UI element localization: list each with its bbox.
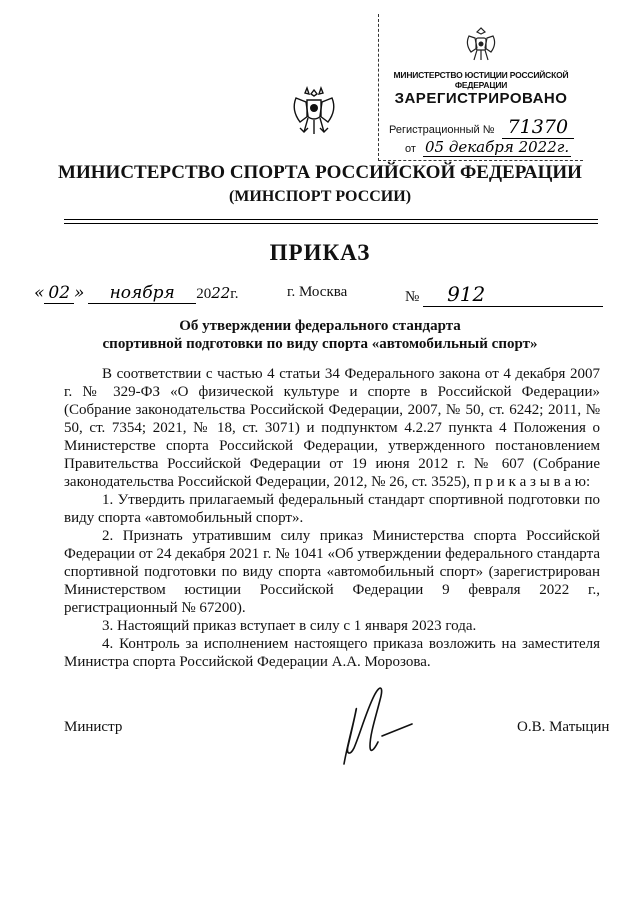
stamp-reg-number: 71370: [502, 116, 574, 139]
stamp-date-label: от: [405, 143, 416, 155]
clause-4: 4. Контроль за исполнением настоящего приказа возложить на заместителя Министра спорта Российской Федерации А.А. Морозова.: [64, 636, 600, 670]
order-heading-line1: Об утверждении федерального стандарта: [179, 318, 461, 334]
clause-3: 3. Настоящий приказ вступает в силу с 1 января 2023 года.: [102, 618, 477, 634]
date-year-suffix: г.: [230, 286, 239, 302]
date-year-prefix: 20: [196, 286, 212, 302]
order-title: ПРИКАЗ: [269, 240, 371, 265]
order-city: г. Москва: [287, 284, 348, 300]
stamp-reg-label: Регистрационный №: [389, 124, 495, 136]
signatory-position: Министр: [64, 719, 123, 735]
stamp-emblem-icon: [463, 24, 499, 64]
date-year: 22: [211, 284, 231, 302]
order-body: [64, 365, 600, 671]
stamp-date-row: [405, 138, 581, 156]
preamble-paragraph: В соответствии с частью 4 статьи 34 Федерального закона от 4 декабря 2007 г. № 329-ФЗ «О физической культуре и спорте в Российской Федерации» (Собрание законодательства Российской Федерации, 2007, № 50, ст. 6242; 2011, № 50, ст. 7354; 2021, № 18, ст. 3071) и подпунктом 4.2.27 пункта 4 Положения о Министерстве спорта Российской Федерации, утвержденного постановлением Правительства Российской Федерации от 19 июня 2012 г. № 607 (Собрание законодательства Российской Федерации, 2012, № 26, ст. 3525), п р и к а з ы в а ю:: [64, 366, 600, 490]
stamp-date-value: 05 декабря 2022г.: [424, 138, 570, 156]
date-close-quote: »: [74, 283, 85, 303]
date-month: ноября: [88, 283, 196, 304]
header-divider: [64, 219, 598, 220]
coat-of-arms-icon: [290, 84, 338, 138]
ministry-title: МИНИСТЕРСТВО СПОРТА РОССИЙСКОЙ ФЕДЕРАЦИИ: [58, 162, 582, 183]
clause-2: 2. Признать утратившим силу приказ Министерства спорта Российской Федерации от 24 декабря 2021 г. № 1041 «Об утверждении федерального стандарта спортивной подготовки по виду спорта «автомобильный спорт» (зарегистрирован Министерством юстиции Российской Федерации 9 февраля 2022 г., регистрационный № 67200).: [64, 528, 600, 616]
handwritten-signature: [326, 672, 426, 772]
order-heading-line2: спортивной подготовки по виду спорта «автомобильный спорт»: [102, 336, 538, 352]
ministry-short-name: (МИНСПОРТ РОССИИ): [228, 188, 412, 205]
order-date: [34, 283, 239, 304]
clause-1: 1. Утвердить прилагаемый федеральный стандарт спортивной подготовки по виду спорта «автомобильный спорт».: [64, 492, 600, 526]
stamp-ministry-line: МИНИСТЕРСТВО ЮСТИЦИИ РОССИЙСКОЙ ФЕДЕРАЦИИ: [393, 70, 569, 90]
date-open-quote: «: [34, 283, 45, 303]
stamp-reg-row: [389, 116, 579, 138]
registration-stamp: [378, 14, 583, 161]
date-day: 02: [44, 283, 74, 304]
signatory-name: О.В. Матыцин: [517, 719, 610, 735]
stamp-registered-label: ЗАРЕГИСТРИРОВАНО: [394, 90, 568, 107]
number-value: 912: [423, 282, 603, 307]
number-label: №: [405, 289, 420, 305]
order-number: [405, 282, 603, 307]
header-divider-thin: [64, 223, 598, 224]
